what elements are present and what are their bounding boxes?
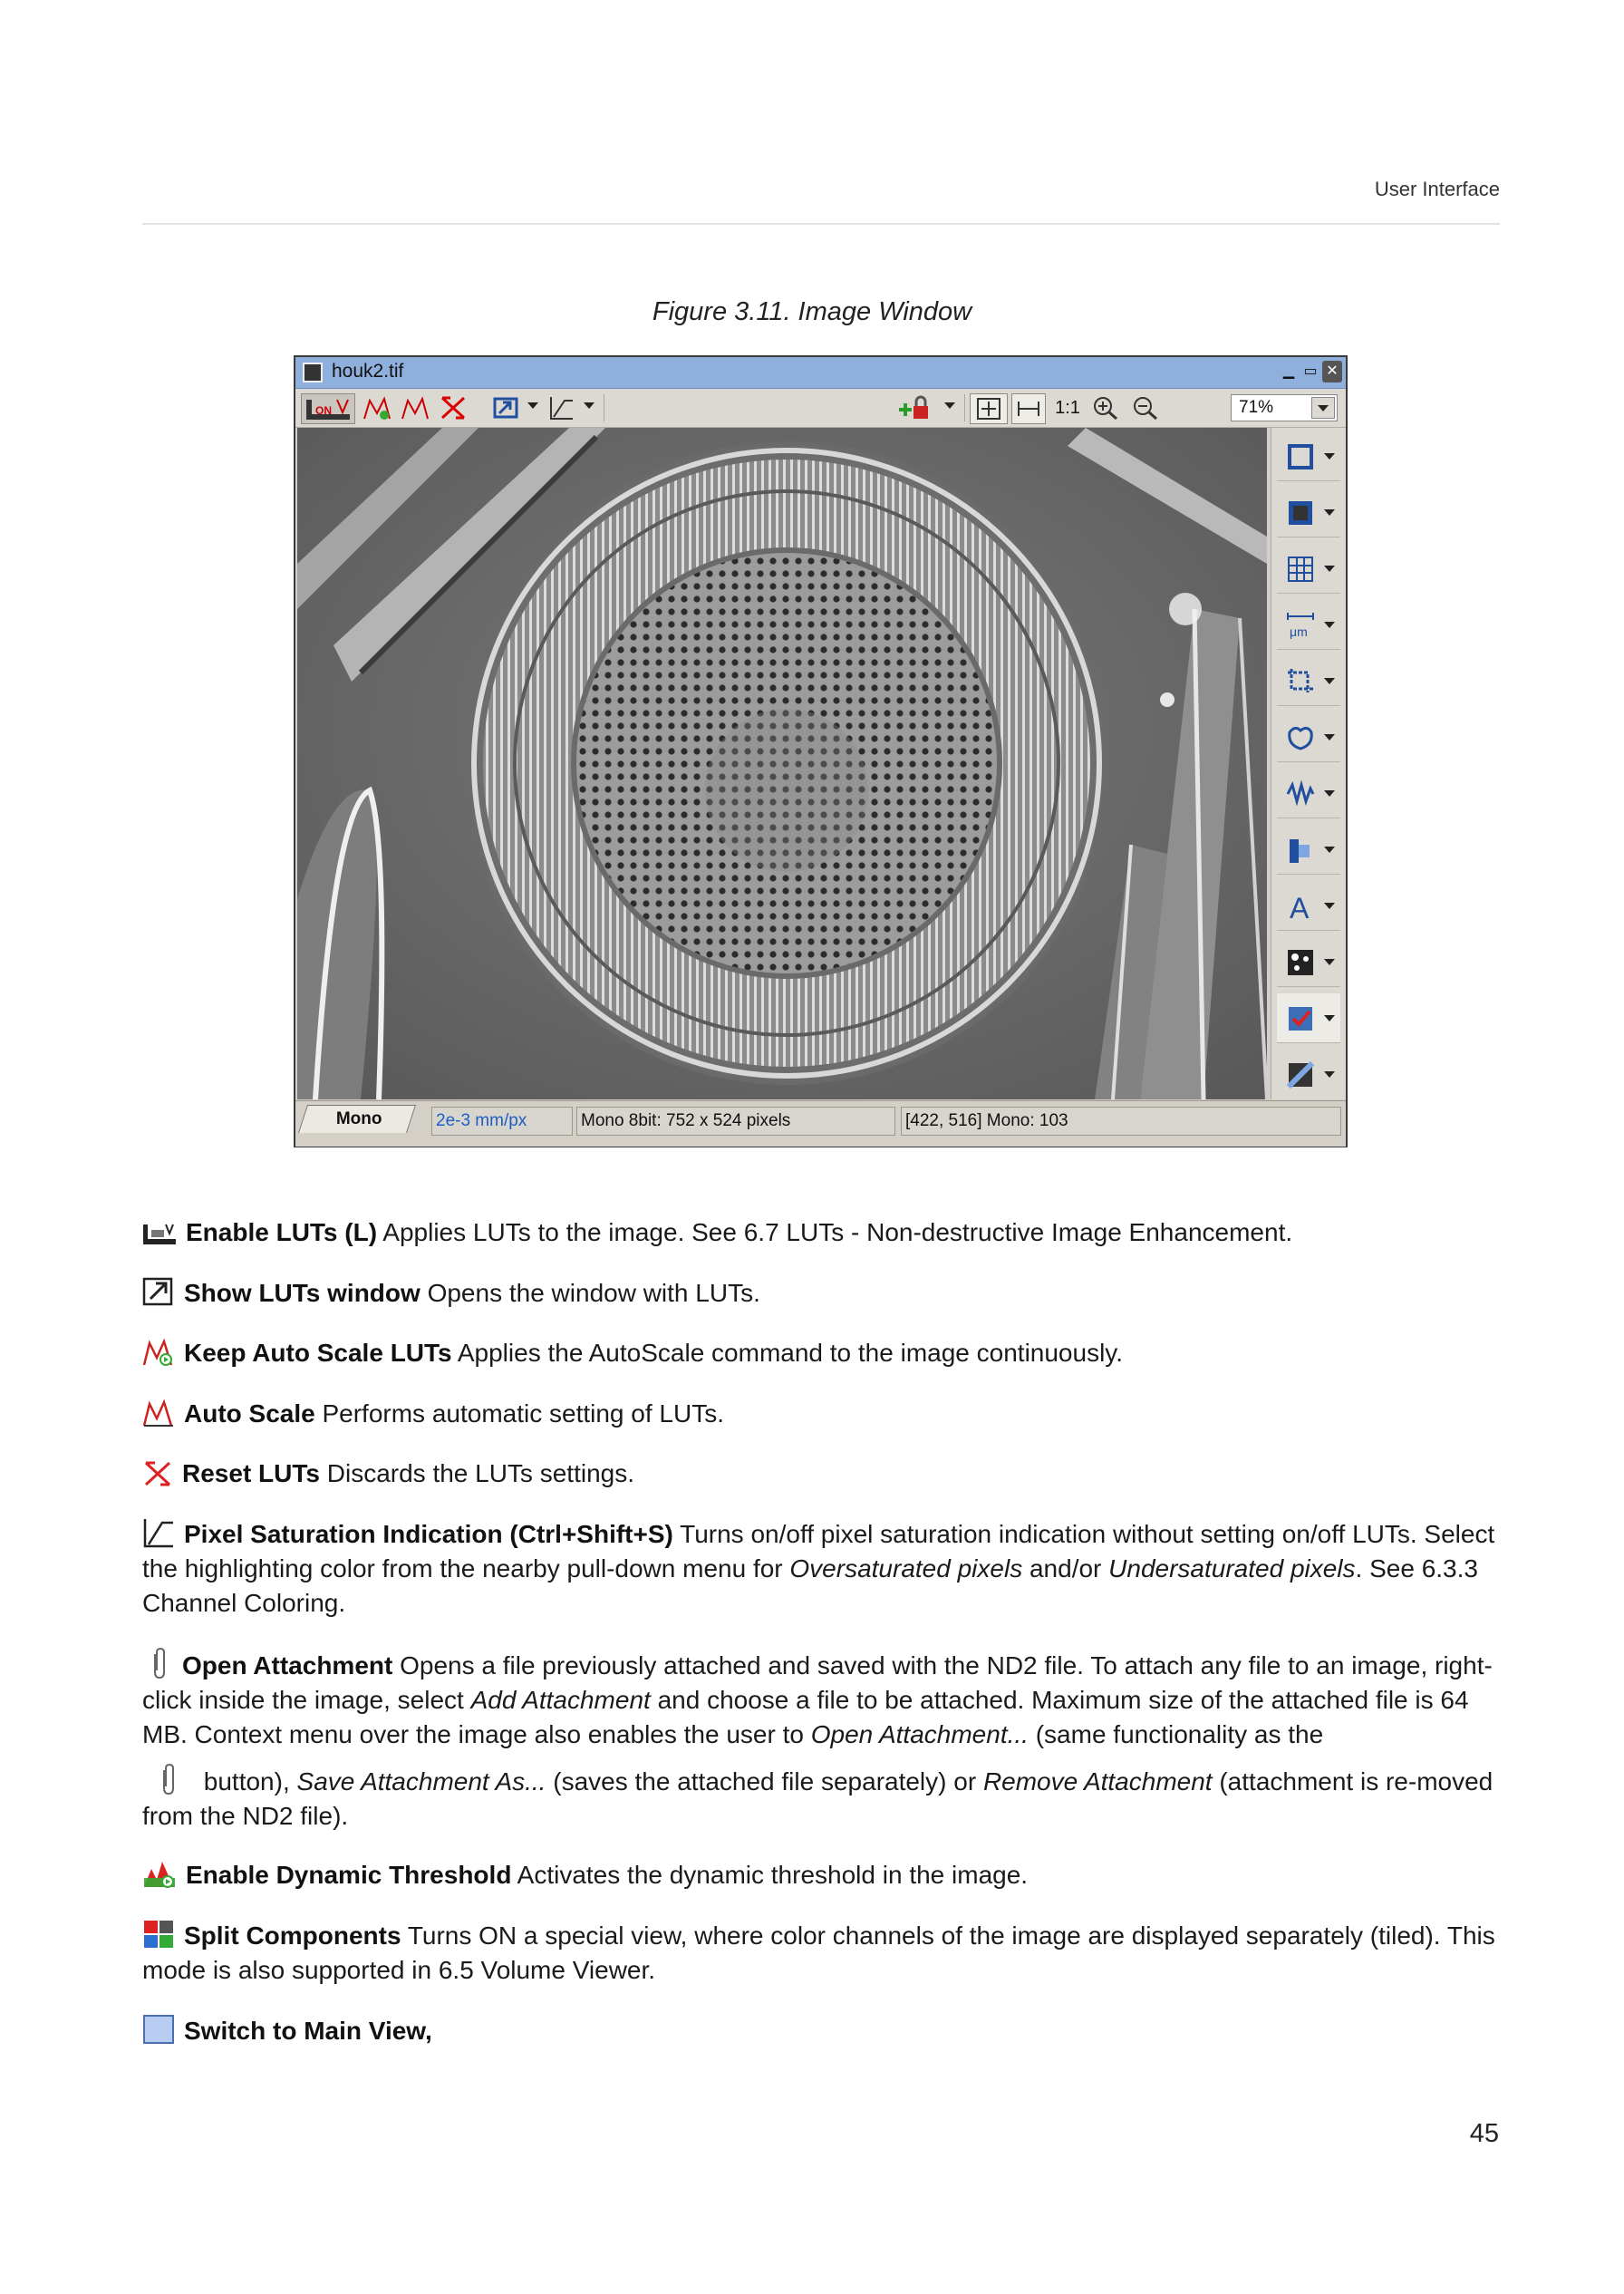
item-reset-luts: Reset LUTs Discards the LUTs settings. bbox=[142, 1457, 1502, 1491]
saturation-dropdown[interactable] bbox=[584, 402, 594, 409]
sidebar-color-tab[interactable] bbox=[1277, 825, 1340, 875]
zoom-out-icon bbox=[1132, 395, 1159, 421]
roi-filled-icon bbox=[1286, 498, 1315, 528]
sidebar-crop[interactable] bbox=[1277, 656, 1340, 706]
sidebar-text[interactable] bbox=[1277, 881, 1340, 931]
item-show-luts-window: Show LUTs window Opens the window with LUTs. bbox=[142, 1276, 1502, 1311]
image-info-field: Mono 8bit: 752 x 524 pixels bbox=[576, 1107, 895, 1136]
zoom-one-to-one-button[interactable]: 1:1 bbox=[1055, 397, 1080, 418]
zoom-in-button[interactable] bbox=[1089, 393, 1122, 422]
paperclip-icon bbox=[142, 1647, 173, 1679]
attachment-lock-button[interactable] bbox=[894, 393, 933, 422]
item-keep-auto-scale: Keep Auto Scale LUTs Applies the AutoScale command to the image continuously. bbox=[142, 1336, 1502, 1370]
diatom-image bbox=[297, 428, 1267, 1099]
shape-icon bbox=[1286, 723, 1315, 752]
svg-text:ON: ON bbox=[315, 404, 332, 417]
text-icon bbox=[1286, 892, 1315, 921]
zoom-out-button[interactable] bbox=[1129, 393, 1162, 422]
grid-icon bbox=[1286, 555, 1315, 584]
page-number: 45 bbox=[1469, 2119, 1499, 2148]
sidebar-checkbox[interactable] bbox=[1277, 993, 1340, 1043]
auto-scale-icon bbox=[401, 395, 430, 421]
window-title: houk2.tif bbox=[332, 361, 404, 382]
sidebar-roi-filled[interactable] bbox=[1277, 488, 1340, 537]
dynamic-threshold-icon bbox=[142, 1858, 177, 1889]
keep-auto-scale-icon bbox=[142, 1338, 175, 1367]
reset-luts-icon bbox=[142, 1460, 173, 1487]
annotation-sidebar bbox=[1271, 428, 1346, 1099]
luts-window-dropdown[interactable] bbox=[527, 402, 538, 409]
pixel-saturation-icon bbox=[142, 1517, 175, 1548]
fit-width-icon bbox=[1015, 396, 1042, 421]
image-window bbox=[294, 355, 1348, 1147]
section-title: User Interface bbox=[1374, 178, 1500, 200]
crop-icon bbox=[1286, 667, 1315, 696]
calibration-field[interactable]: 2e-3 mm/px bbox=[431, 1107, 573, 1136]
item-switch-main-view: Switch to Main View, bbox=[142, 2014, 1502, 2048]
fit-to-window-button[interactable] bbox=[970, 393, 1008, 424]
cursor-info-field: [422, 516] Mono: 103 bbox=[901, 1107, 1341, 1136]
show-luts-window-icon bbox=[142, 1276, 175, 1307]
maximize-button[interactable]: ▭ bbox=[1303, 363, 1318, 379]
auto-scale-button[interactable] bbox=[399, 393, 431, 422]
minimize-button[interactable]: ▁ bbox=[1282, 363, 1295, 379]
scale-bar-icon bbox=[1286, 611, 1315, 640]
sidebar-roi-square[interactable] bbox=[1277, 431, 1340, 481]
show-luts-window-icon bbox=[492, 395, 519, 421]
dots-icon bbox=[1286, 948, 1315, 977]
overlay-icon bbox=[1286, 1060, 1315, 1089]
image-canvas[interactable] bbox=[297, 428, 1267, 1099]
title-bar[interactable] bbox=[295, 357, 1346, 389]
enable-luts-button[interactable] bbox=[301, 393, 355, 424]
fit-window-icon bbox=[975, 396, 1002, 421]
show-luts-window-button[interactable] bbox=[489, 393, 522, 422]
running-header bbox=[142, 178, 1500, 225]
lock-dropdown[interactable] bbox=[944, 402, 955, 409]
fit-width-button[interactable] bbox=[1011, 393, 1046, 424]
item-dynamic-threshold: Enable Dynamic Threshold Activates the dynamic threshold in the image. bbox=[142, 1858, 1502, 1892]
mono-tab[interactable]: Mono bbox=[298, 1105, 416, 1133]
sidebar-scale-bar[interactable] bbox=[1277, 600, 1340, 650]
zoom-in-icon bbox=[1092, 395, 1119, 421]
keep-auto-scale-icon bbox=[362, 395, 392, 421]
item-open-attachment: Open Attachment Opens a file previously attached and saved with the ND2 file. To attach any file to an image, right-click inside the image, select Add Attachment and choose a file to be attached. Maximum size of the attached file is 64 MB. Context menu over the image also enables the user to Open Attachment... (same functionality as the button), Save Attachment As... (saves the attached file separately) or Remove Attachment (attachment is re-moved from the ND2 file). bbox=[142, 1647, 1502, 1834]
reset-luts-button[interactable] bbox=[437, 393, 469, 422]
zoom-value: 71% bbox=[1239, 398, 1274, 417]
sidebar-shape[interactable] bbox=[1277, 712, 1340, 762]
paperclip-icon bbox=[142, 1763, 188, 1796]
enable-luts-icon bbox=[142, 1221, 177, 1246]
status-bar bbox=[295, 1100, 1346, 1147]
auto-scale-icon bbox=[142, 1399, 175, 1428]
item-enable-luts: Enable LUTs (L) Applies LUTs to the image. See 6.7 LUTs - Non-destructive Image Enhancement. bbox=[142, 1215, 1502, 1250]
window-icon bbox=[303, 363, 323, 382]
profile-icon bbox=[1286, 779, 1315, 808]
close-button[interactable]: ✕ bbox=[1322, 361, 1342, 382]
svg-text:A: A bbox=[1290, 892, 1310, 921]
roi-square-icon bbox=[1286, 442, 1315, 471]
figure-caption: Figure 3.11. Image Window bbox=[652, 297, 972, 326]
pixel-saturation-icon bbox=[548, 395, 575, 421]
item-auto-scale: Auto Scale Performs automatic setting of LUTs. bbox=[142, 1397, 1502, 1431]
item-pixel-saturation: Pixel Saturation Indication (Ctrl+Shift+S) Turns on/off pixel saturation indication without setting on/off LUTs. Select the highlighting color from the nearby pull-down menu for Oversaturated pixels and/or Undersaturated pixels. See 6.3.3 Channel Coloring. bbox=[142, 1517, 1502, 1621]
main-view-icon bbox=[142, 2014, 175, 2045]
pixel-saturation-button[interactable] bbox=[546, 393, 578, 422]
sidebar-overlay[interactable] bbox=[1277, 1050, 1340, 1099]
sidebar-grid[interactable] bbox=[1277, 544, 1340, 594]
sidebar-dots[interactable] bbox=[1277, 937, 1340, 987]
checkbox-icon bbox=[1286, 1004, 1315, 1033]
image-toolbar bbox=[295, 389, 1346, 428]
zoom-dropdown-arrow[interactable] bbox=[1311, 397, 1335, 419]
sidebar-profile[interactable] bbox=[1277, 769, 1340, 818]
color-tab-icon bbox=[1286, 836, 1315, 865]
add-lock-icon bbox=[895, 395, 932, 421]
reset-luts-icon bbox=[440, 395, 467, 421]
svg-text:μm: μm bbox=[1290, 624, 1308, 639]
keep-auto-scale-button[interactable] bbox=[361, 393, 393, 422]
zoom-select[interactable] bbox=[1231, 394, 1338, 421]
item-split-components: Split Components Turns ON a special view, where color channels of the image are displayed separately (tiled). This mode is also supported in 6.5 Volume Viewer. bbox=[142, 1919, 1502, 1988]
split-components-icon bbox=[142, 1919, 175, 1950]
luts-on-icon bbox=[304, 396, 352, 421]
